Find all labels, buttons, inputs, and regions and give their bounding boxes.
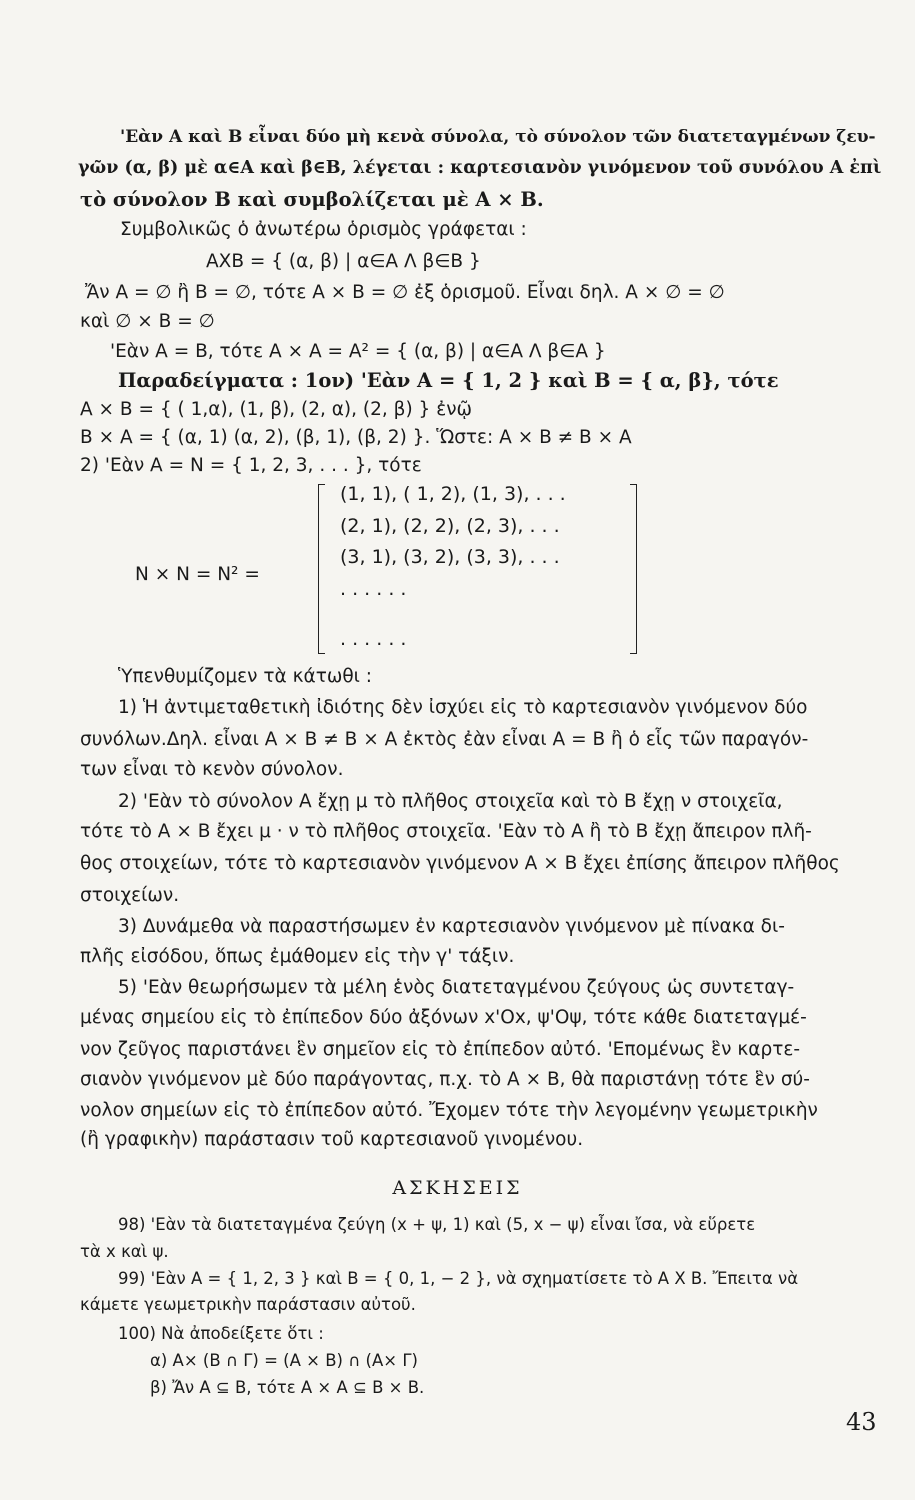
- exercise-99: 99) 'Εὰν Α = { 1, 2, 3 } καὶ Β = { 0, 1, − 2 }, νὰ σχηματίσετε τὸ Α Χ Β. Ἔπειτα νὰ: [118, 1269, 799, 1288]
- text-line: συνόλων.Δηλ. εἶναι Α × Β ≠ Β × Α ἐκτὸς ἐὰν εἶναι Α = Β ἢ ὁ εἷς τῶν παραγόν-: [80, 729, 809, 750]
- exercises-heading: ΑΣΚΗΣΕΙΣ: [392, 1177, 523, 1199]
- examples-line: Παραδείγματα : 1ον) 'Εὰν Α = { 1, 2 } καὶ Β = { α, β}, τότε: [118, 369, 779, 392]
- text-line: Β × Α = { (α, 1) (α, 2), (β, 1), (β, 2) }. Ὥστε: Α × Β ≠ Β × Α: [80, 427, 632, 448]
- matrix-row: (1, 1), ( 1, 2), (1, 3), . . .: [340, 483, 566, 505]
- text-line: νολον σημείων εἰς τὸ ἐπίπεδον αὐτό. Ἔχομεν τότε τὴν λεγομένην γεωμετρικὴν: [80, 1100, 818, 1121]
- matrix-row: . . . . . .: [340, 628, 407, 650]
- definition-line-3: τὸ σύνολον Β καὶ συμβολίζεται μὲ Α × Β.: [80, 188, 544, 211]
- exercise-98-cont: τὰ x καὶ ψ.: [80, 1242, 169, 1261]
- text-line: νον ζεῦγος παριστάνει ἓν σημεῖον εἰς τὸ ἐπίπεδον αὐτό. 'Επομένως ἓν καρτε-: [80, 1039, 801, 1060]
- exercise-98: 98) 'Εὰν τὰ διατεταγμένα ζεύγη (x + ψ, 1) καὶ (5, x − ψ) εἶναι ἴσα, νὰ εὕρετε: [118, 1215, 756, 1234]
- text-line: 2) 'Εὰν Α = Ν = { 1, 2, 3, . . . }, τότε: [80, 455, 422, 476]
- exercise-100: 100) Νὰ ἀποδείξετε ὅτι :: [118, 1324, 324, 1343]
- text-line: Συμβολικῶς ὁ ἀνωτέρω ὁρισμὸς γράφεται :: [120, 219, 527, 240]
- definition-line-1: 'Εὰν Α καὶ Β εἶναι δύο μὴ κενὰ σύνολα, τὸ σύνολον τῶν διατεταγμένων ζευ-: [120, 127, 876, 147]
- definition-line-2: γῶν (α, β) μὲ α∈Α καὶ β∈Β, λέγεται : καρτεσιανὸν γινόμενον τοῦ συνόλου Α ἐπὶ: [78, 158, 882, 178]
- text-line: (ἢ γραφικὴν) παράστασιν τοῦ καρτεσιανοῦ γινομένου.: [80, 1129, 584, 1150]
- text-line: μένας σημείου εἰς τὸ ἐπίπεδον δύο ἀξόνων x'Οx, ψ'Οψ, τότε κάθε διατεταγμέ-: [80, 1007, 807, 1028]
- matrix-row: (2, 1), (2, 2), (2, 3), . . .: [340, 515, 560, 537]
- right-brace: [630, 484, 637, 654]
- text-line: Ὑπενθυμίζομεν τὰ κάτωθι :: [118, 666, 373, 687]
- text-line: σιανὸν γινόμενον μὲ δύο παράγοντας, π.χ. τὸ Α × Β, θὰ παριστάνῃ τότε ἓν σύ-: [80, 1069, 810, 1090]
- exercise-100-a: α) Α× (Β ∩ Γ) = (Α × Β) ∩ (Α× Γ): [150, 1351, 418, 1370]
- text-line: στοιχείων.: [80, 885, 180, 906]
- formula-line: ΑΧΒ = { (α, β) | α∈Α Λ β∈Β }: [206, 251, 481, 272]
- text-line: καὶ ∅ × Β = ∅: [80, 311, 215, 332]
- exercise-99-cont: κάμετε γεωμετρικὴν παράστασιν αὐτοῦ.: [80, 1295, 416, 1314]
- matrix-row: (3, 1), (3, 2), (3, 3), . . .: [340, 546, 560, 568]
- text-line: θος στοιχείων, τότε τὸ καρτεσιανὸν γινόμενον Α × Β ἔχει ἐπίσης ἄπειρον πλῆθος: [80, 853, 840, 874]
- text-line: 'Εὰν Α = Β, τότε Α × Α = Α² = { (α, β) | α∈Α Λ β∈Α }: [110, 341, 606, 362]
- exercise-100-b: β) Ἄν Α ⊆ Β, τότε Α × Α ⊆ Β × Β.: [150, 1378, 425, 1397]
- left-brace: [318, 484, 325, 654]
- text-line: 5) 'Εὰν θεωρήσωμεν τὰ μέλη ἑνὸς διατεταγμένου ζεύγους ὡς συντεταγ-: [118, 977, 795, 998]
- text-line: Α × Β = { ( 1,α), (1, β), (2, α), (2, β) } ἐνῷ: [80, 399, 473, 420]
- page-number: 43: [846, 1408, 877, 1436]
- matrix-row: . . . . . .: [340, 578, 407, 600]
- text-line: 2) 'Εὰν τὸ σύνολον Α ἔχῃ μ τὸ πλῆθος στοιχεῖα καὶ τὸ Β ἔχῃ ν στοιχεῖα,: [118, 791, 783, 812]
- matrix-label: Ν × Ν = Ν² =: [135, 564, 260, 585]
- text-line: πλῆς εἰσόδου, ὅπως ἐμάθομεν εἰς τὴν γ' τάξιν.: [80, 946, 515, 967]
- text-line: 1) Ἡ ἀντιμεταθετικὴ ἰδιότης δὲν ἰσχύει εἰς τὸ καρτεσιανὸν γινόμενον δύο: [118, 697, 808, 718]
- text-line: Ἄν Α = ∅ ἢ Β = ∅, τότε Α × Β = ∅ ἐξ ὁρισμοῦ. Εἶναι δηλ. Α × ∅ = ∅: [85, 282, 725, 303]
- text-line: τότε τὸ Α × Β ἔχει μ · ν τὸ πλῆθος στοιχεῖα. 'Εὰν τὸ Α ἢ τὸ Β ἔχῃ ἄπειρον πλῆ-: [80, 821, 812, 842]
- text-line: 3) Δυνάμεθα νὰ παραστήσωμεν ἐν καρτεσιανὸν γινόμενον μὲ πίνακα δι-: [118, 916, 785, 937]
- text-line: των εἶναι τὸ κενὸν σύνολον.: [80, 759, 344, 780]
